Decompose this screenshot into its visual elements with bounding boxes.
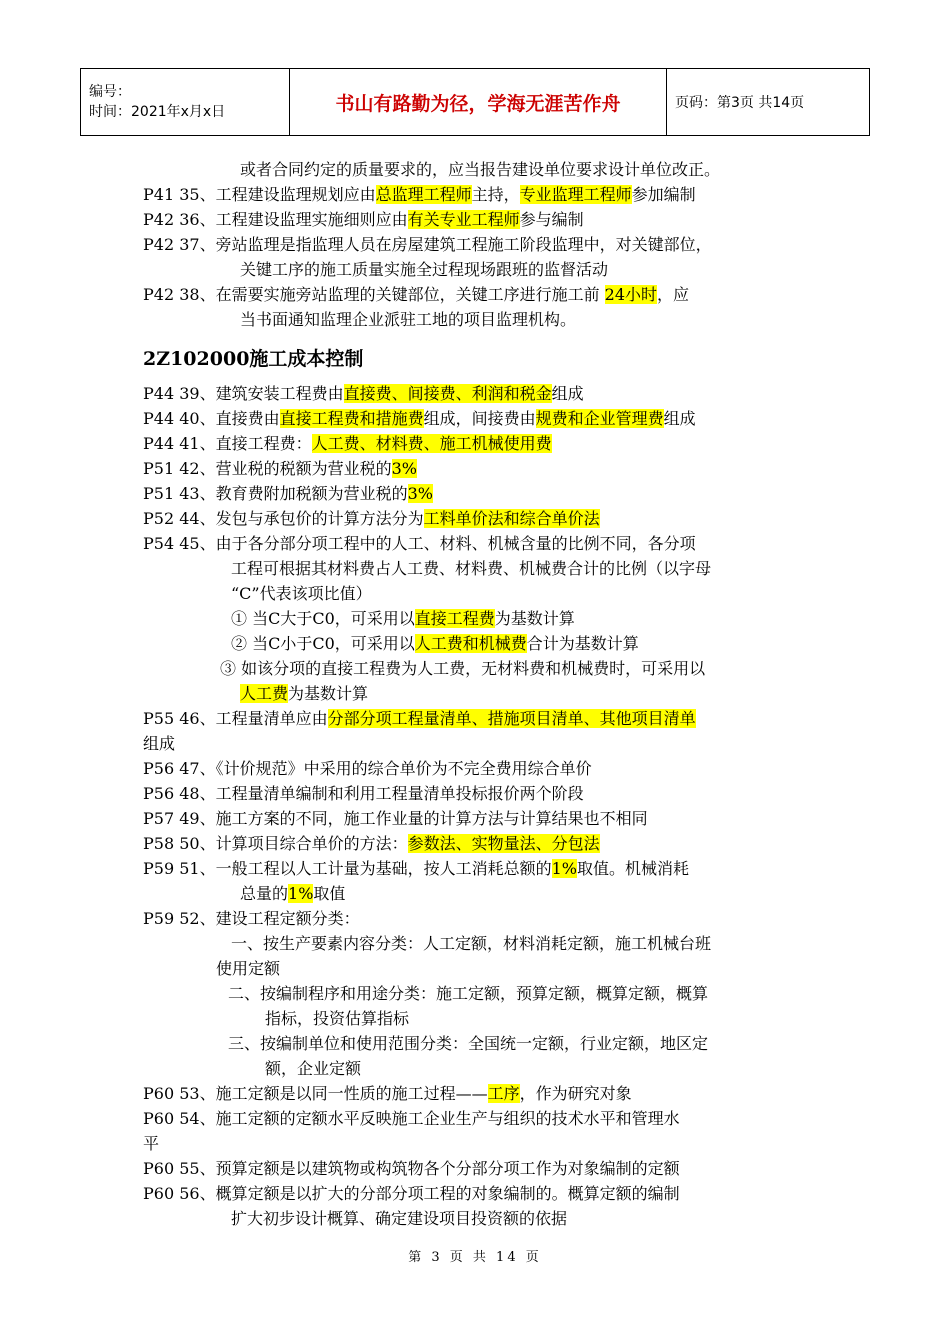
text-line — [240, 883, 345, 905]
line-text: 合计为基数计算 — [526, 634, 639, 653]
line-text: 扩大初步设计概算、确定建设项目投资额的依据 — [231, 1209, 568, 1228]
text-line — [143, 284, 689, 306]
highlighted-text: 工料单价法和综合单价法 — [423, 509, 600, 528]
text-line — [143, 408, 696, 430]
line-text: P44 39、建筑安装工程费由 — [143, 384, 344, 403]
text-line — [228, 983, 708, 1005]
line-text: 当书面通知监理企业派驻工地的项目监理机构。 — [240, 310, 577, 329]
text-line — [220, 658, 705, 680]
highlighted-text: 直接工程费 — [414, 609, 495, 628]
highlighted-text: 分部分项工程量清单、措施项目清单、其他项目清单 — [327, 709, 696, 728]
line-text: P60 54、施工定额的定额水平反映施工企业生产与组织的技术水平和管理水 — [143, 1109, 680, 1128]
line-text: ，作为研究对象 — [519, 1084, 632, 1103]
text-line — [231, 1208, 567, 1230]
line-text: P59 51、一般工程以人工计量为基础，按人工消耗总额的 — [143, 859, 552, 878]
line-text: 或者合同约定的质量要求的，应当报告建设单位要求设计单位改正。 — [240, 160, 721, 179]
highlighted-text: 参数法、实物量法、分包法 — [407, 834, 600, 853]
line-text: P54 45、由于各分部分项工程中的人工、材料、机械含量的比例不同，各分项 — [143, 534, 696, 553]
highlighted-text: 总监理工程师 — [375, 185, 472, 204]
line-text: 关键工序的施工质量实施全过程现场跟班的监督活动 — [240, 260, 609, 279]
text-line — [143, 1133, 159, 1155]
line-text: P44 41、直接工程费： — [143, 434, 312, 453]
text-line — [240, 309, 576, 331]
header-meta — [81, 69, 290, 136]
text-line — [143, 383, 584, 405]
text-line — [143, 1083, 632, 1105]
text-line — [228, 1033, 708, 1055]
line-text: P56 47、《计价规范》中采用的综合单价为不完全费用综合单价 — [143, 759, 592, 778]
highlighted-text: 1% — [288, 884, 314, 903]
text-line — [143, 733, 175, 755]
highlighted-text: 人工费、材料费、施工机械使用费 — [311, 434, 552, 453]
header-motto: 书山有路勤为径，学海无涯苦作舟 — [290, 69, 667, 136]
text-line — [240, 259, 608, 281]
line-text: 使用定额 — [216, 959, 281, 978]
line-text: P52 44、发包与承包价的计算方法分为 — [143, 509, 424, 528]
text-line — [231, 583, 372, 605]
header-page-label: 页码：第3页 共14页 — [667, 69, 870, 136]
line-text: 为基数计算 — [494, 609, 575, 628]
line-text: P41 35、工程建设监理规划应由 — [143, 185, 376, 204]
text-line — [143, 209, 584, 231]
line-text: 额，企业定额 — [265, 1059, 362, 1078]
line-text: P44 40、直接费由 — [143, 409, 280, 428]
highlighted-text: 1% — [551, 859, 577, 878]
highlighted-text: 专业监理工程师 — [519, 185, 632, 204]
line-text: P55 46、工程量清单应由 — [143, 709, 328, 728]
line-text: “C”代表该项比值） — [231, 584, 372, 603]
text-line — [143, 433, 552, 455]
text-line — [265, 1058, 361, 1080]
line-text: 指标，投资估算指标 — [265, 1009, 410, 1028]
text-line — [143, 1183, 680, 1205]
line-text: P60 56、概算定额是以扩大的分部分项工程的对象编制的。概算定额的编制 — [143, 1184, 680, 1203]
line-text: 组成 — [551, 384, 584, 403]
highlighted-text: 人工费 — [240, 684, 289, 703]
line-text: P60 53、施工定额是以同一性质的施工过程—— — [143, 1084, 488, 1103]
text-line — [143, 1158, 680, 1180]
line-text: P57 49、施工方案的不同，施工作业量的计算方法与计算结果也不相同 — [143, 809, 648, 828]
line-text: P60 55、预算定额是以建筑物或构筑物各个分部分项工作为对象编制的定额 — [143, 1159, 680, 1178]
text-line — [143, 533, 696, 555]
text-line — [143, 758, 592, 780]
line-text: 取值。机械消耗 — [576, 859, 689, 878]
text-line — [216, 958, 280, 980]
text-line — [240, 683, 368, 705]
section-heading: 2Z102000施工成本控制 — [143, 348, 364, 370]
line-text: 参加编制 — [631, 185, 696, 204]
text-line — [231, 633, 639, 655]
text-line — [143, 708, 696, 730]
line-text: 组成 — [143, 734, 176, 753]
line-text: 取值 — [313, 884, 346, 903]
line-text: P58 50、计算项目综合单价的方法： — [143, 834, 408, 853]
line-text: P42 36、工程建设监理实施细则应由 — [143, 210, 408, 229]
highlighted-text: 工序 — [487, 1084, 520, 1103]
line-text: 主持， — [471, 185, 520, 204]
page-footer: 第 3 页 共 14 页 — [408, 1250, 542, 1265]
text-line — [143, 508, 600, 530]
line-text: 组成 — [663, 409, 696, 428]
line-text: 一、按生产要素内容分类：人工定额，材料消耗定额，施工机械台班 — [231, 934, 712, 953]
text-line — [143, 808, 648, 830]
highlighted-text: 直接费、间接费、利润和税金 — [343, 384, 552, 403]
highlighted-text: 有关专业工程师 — [407, 210, 520, 229]
header-code-label: 编号： — [89, 84, 131, 100]
line-text: 平 — [143, 1134, 160, 1153]
text-line — [143, 483, 433, 505]
line-text: P59 52、建设工程定额分类： — [143, 909, 360, 928]
line-text: ，应 — [657, 285, 690, 304]
line-text: P42 37、旁站监理是指监理人员在房屋建筑工程施工阶段监理中，对关键部位， — [143, 235, 712, 254]
highlighted-text: 3% — [407, 484, 433, 503]
page-header — [80, 68, 870, 136]
text-line — [240, 159, 720, 181]
text-line — [231, 608, 575, 630]
highlighted-text: 3% — [391, 459, 417, 478]
line-text: 为基数计算 — [288, 684, 369, 703]
line-text: 工程可根据其材料费占人工费、材料费、机械费合计的比例（以字母 — [231, 559, 712, 578]
text-line — [143, 908, 360, 930]
text-line — [265, 1008, 409, 1030]
highlighted-text: 人工费和机械费 — [414, 634, 527, 653]
text-line — [143, 858, 689, 880]
line-text: 二、按编制程序和用途分类：施工定额，预算定额，概算定额，概算 — [228, 984, 709, 1003]
line-text: 三、按编制单位和使用范围分类：全国统一定额，行业定额，地区定 — [228, 1034, 709, 1053]
line-text: ① 当C大于C0，可采用以 — [231, 609, 415, 628]
text-line — [231, 933, 711, 955]
line-text: 组成，间接费由 — [423, 409, 536, 428]
text-line — [231, 558, 711, 580]
line-text: P56 48、工程量清单编制和利用工程量清单投标报价两个阶段 — [143, 784, 584, 803]
header-date-label: 时间：2021年x月x日 — [89, 104, 226, 120]
text-line — [143, 184, 696, 206]
text-line — [143, 833, 600, 855]
line-text: 总量的 — [240, 884, 289, 903]
highlighted-text: 24小时 — [604, 285, 658, 304]
line-text: P42 38、在需要实施旁站监理的关键部位，关键工序进行施工前 — [143, 285, 605, 304]
line-text: ③ 如该分项的直接工程费为人工费，无材料费和机械费时，可采用以 — [220, 659, 706, 678]
highlighted-text: 直接工程费和措施费 — [279, 409, 424, 428]
text-line — [143, 458, 417, 480]
text-line — [143, 783, 584, 805]
line-text: ② 当C小于C0，可采用以 — [231, 634, 415, 653]
line-text: P51 42、营业税的税额为营业税的 — [143, 459, 392, 478]
highlighted-text: 规费和企业管理费 — [535, 409, 664, 428]
line-text: P51 43、教育费附加税额为营业税的 — [143, 484, 408, 503]
text-line — [143, 1108, 680, 1130]
line-text: 参与编制 — [519, 210, 584, 229]
text-line — [143, 234, 712, 256]
